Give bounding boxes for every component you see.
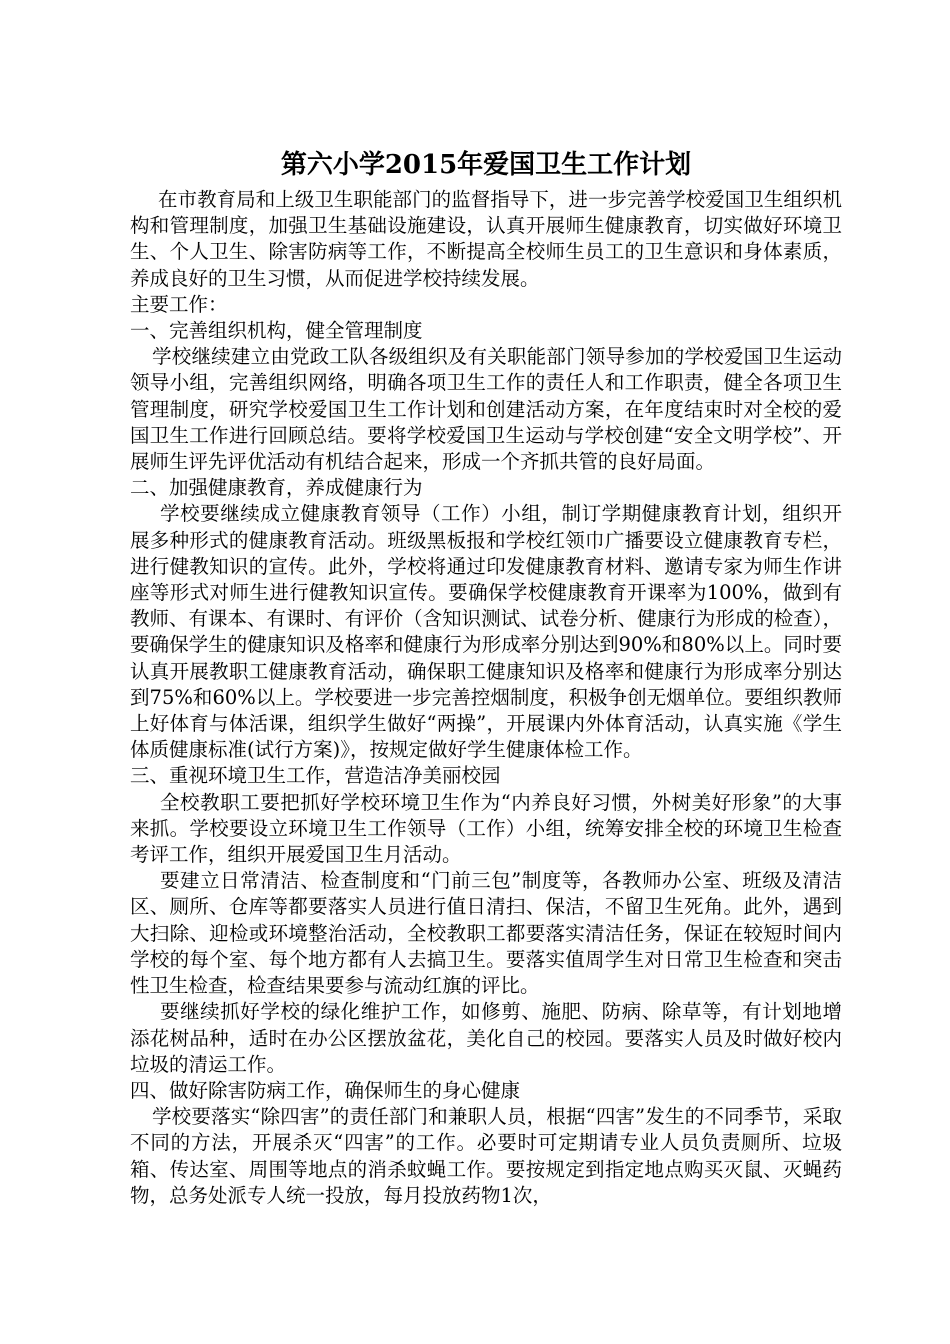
section-2-body: 学校要继续成立健康教育领导（工作）小组，制订学期健康教育计划，组织开展多种形式的健康教育活动。班级黑板报和学校红领巾广播要设立健康教育专栏，进行健教知识的宣传。此外，学校将通过印发健康教育材料、邀请专家为师生作讲座等形式对师生进行健教知识宣传。要确保学校健康教育开课率为100%，做到有教师、有课本、有课时、有评价（含知识测试、试卷分析、健康行为形成的检查），要确保学生的健康知识及格率和健康行为形成率分别达到90%和80%以上。同时要认真开展教职工健康教育活动，确保职工健康知识及格率和健康行为形成率分别达到75%和60%以上。学校要进一步完善控烟制度，积极争创无烟单位。要组织教师上好体育与体活课，组织学生做好“两操”，开展课内外体育活动，认真实施《学生体质健康标准(试行方案)》，按规定做好学生健康体检工作。 — [130, 502, 842, 762]
section-4-body: 学校要落实“除四害”的责任部门和兼职人员，根据“四害”发生的不同季节，采取不同的方法，开展杀灭“四害”的工作。必要时可定期请专业人员负责厕所、垃圾箱、传达室、周围等地点的消杀蚊蝇工作。要按规定到指定地点购买灭鼠、灭蝇药物，总务处派专人统一投放，每月投放药物1次， — [130, 1105, 842, 1207]
section-4-heading: 四、做好除害防病工作，确保师生的身心健康 — [130, 1078, 521, 1102]
main-work-label: 主要工作： — [130, 292, 228, 316]
document-title: 第六小学2015年爱国卫生工作计划 — [280, 150, 692, 180]
document-page — [130, 145, 842, 1209]
section-1-heading: 一、完善组织机构，健全管理制度 — [130, 319, 423, 343]
section-3-paragraph-3: 要继续抓好学校的绿化维护工作，如修剪、施肥、防病、除草等，有计划地增添花树品种，适时在办公区摆放盆花，美化自己的校园。要落实人员及时做好校内垃圾的清运工作。 — [130, 1000, 842, 1076]
section-3-paragraph-2: 要建立日常清洁、检查制度和“门前三包”制度等，各教师办公室、班级及清洁区、厕所、仓库等都要落实人员进行值日清扫、保洁，不留卫生死角。此外，遇到大扫除、迎检或环境整治活动，全校教职工都要落实清洁任务，保证在较短时间内学校的每个室、每个地方都有人去搞卫生。要落实值周学生对日常卫生检查和突击性卫生检查，检查结果要参与流动红旗的评比。 — [130, 869, 842, 998]
section-2-heading: 二、加强健康教育，养成健康行为 — [130, 476, 423, 500]
intro-paragraph: 在市教育局和上级卫生职能部门的监督指导下，进一步完善学校爱国卫生组织机构和管理制度，加强卫生基础设施建设，认真开展师生健康教育，切实做好环境卫生、个人卫生、除害防病等工作，不断提高全校师生员工的卫生意识和身体素质，养成良好的卫生习惯，从而促进学校持续发展。 — [130, 188, 842, 290]
section-3-heading: 三、重视环境卫生工作，营造洁净美丽校园 — [130, 764, 501, 788]
section-1-body: 学校继续建立由党政工队各级组织及有关职能部门领导参加的学校爱国卫生运动领导小组，完善组织网络，明确各项卫生工作的责任人和工作职责，健全各项卫生管理制度，研究学校爱国卫生工作计划和创建活动方案，在年度结束时对全校的爱国卫生工作进行回顾总结。要将学校爱国卫生运动与学校创建“安全文明学校”、开展师生评先评优活动有机结合起来，形成一个齐抓共管的良好局面。 — [130, 345, 842, 474]
section-3-paragraph-1: 全校教职工要把抓好学校环境卫生作为“内养良好习惯，外树美好形象”的大事来抓。学校要设立环境卫生工作领导（工作）小组，统筹安排全校的环境卫生检查考评工作，组织开展爱国卫生月活动。 — [130, 790, 842, 867]
